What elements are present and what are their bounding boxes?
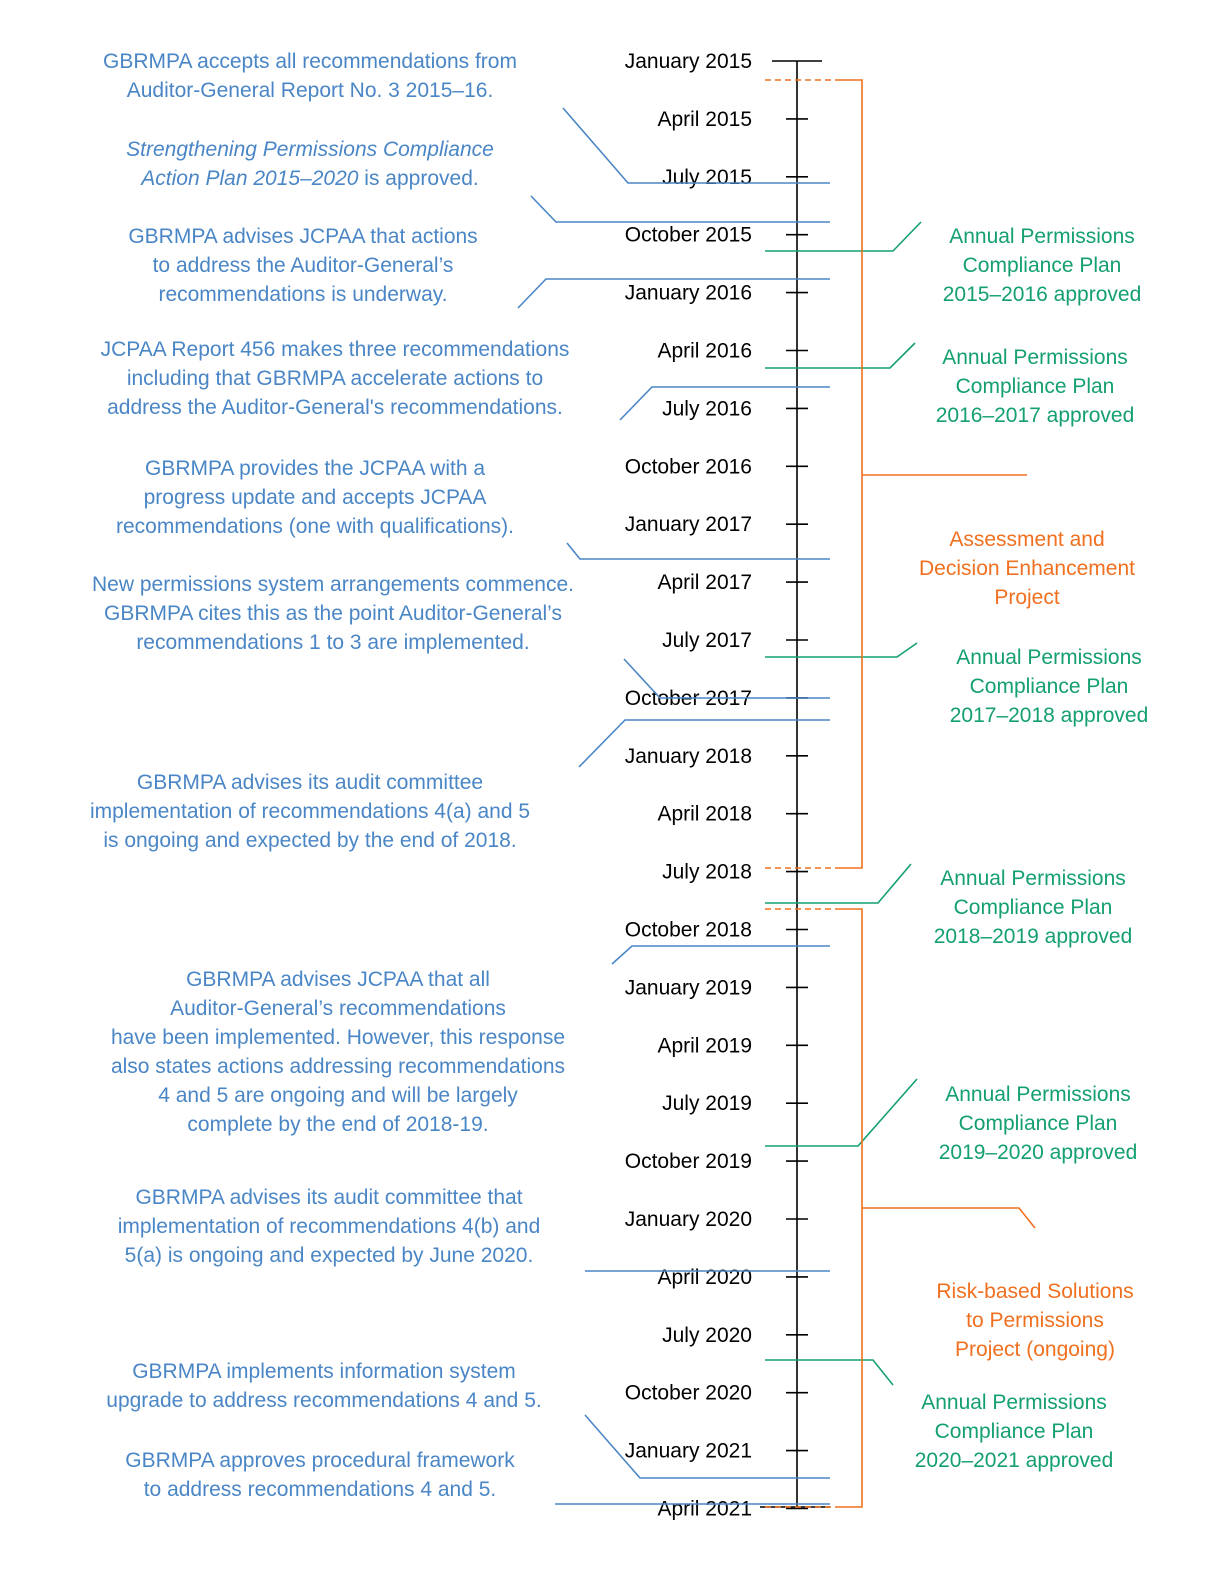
plan-text-line: Compliance Plan — [934, 1420, 1094, 1443]
plan-connector — [765, 222, 921, 251]
plan-text-line: Compliance Plan — [962, 254, 1122, 277]
plan-connector — [765, 343, 915, 368]
project-text-line: Project — [994, 586, 1060, 609]
date-label: April 2017 — [657, 571, 752, 595]
date-label: October 2017 — [624, 686, 752, 710]
date-label: January 2015 — [624, 50, 752, 73]
event-text-line: is ongoing and expected by the end of 2018. — [103, 829, 517, 852]
event-text-line: GBRMPA cites this as the point Auditor-General’s — [104, 602, 562, 625]
event-text-line: GBRMPA advises its audit committee — [136, 771, 484, 794]
plan-text-line: Compliance Plan — [953, 896, 1113, 919]
date-label: April 2021 — [657, 1497, 752, 1521]
event-text-line: including that GBRMPA accelerate actions to — [126, 367, 544, 390]
event-text-line: 4 and 5 are ongoing and will be largely — [158, 1084, 518, 1107]
plan-connector — [765, 864, 911, 903]
plan-text-line: Compliance Plan — [958, 1112, 1118, 1135]
event-text-line: implementation of recommendations 4(b) and — [117, 1215, 541, 1238]
date-label: July 2017 — [662, 629, 752, 652]
event-text-line: GBRMPA advises JCPAA that actions — [128, 225, 478, 248]
plan-text-line: 2020–2021 approved — [914, 1449, 1114, 1472]
project-text-line: to Permissions — [966, 1309, 1104, 1332]
event-text-line: to address the Auditor-General’s — [152, 254, 454, 277]
date-label: July 2016 — [662, 397, 752, 421]
date-label: October 2020 — [624, 1381, 752, 1405]
project-text-line: Project (ongoing) — [955, 1338, 1115, 1361]
event-text-line: recommendations (one with qualifications). — [115, 515, 515, 538]
plan-text-line: 2016–2017 approved — [935, 404, 1135, 427]
event-text-line: Auditor-General Report No. 3 2015–16. — [126, 79, 494, 102]
plan-text-line: 2015–2016 approved — [942, 283, 1142, 306]
plan-connector — [765, 1360, 893, 1385]
date-label: July 2015 — [662, 165, 752, 189]
date-label: October 2015 — [624, 223, 752, 247]
event-italic-title: Strengthening Permissions Compliance — [126, 138, 494, 161]
project-bracket — [835, 909, 862, 1507]
event-text-line: also states actions addressing recommendations — [110, 1055, 566, 1078]
plan-text-line: Annual Permissions — [942, 346, 1128, 369]
event-text-line: progress update and accepts JCPAA — [143, 486, 487, 509]
project-text-line: Risk-based Solutions — [936, 1280, 1134, 1303]
date-label: January 2017 — [624, 513, 752, 537]
date-label: January 2016 — [624, 281, 752, 305]
date-label: July 2018 — [662, 860, 752, 884]
event-text-line: recommendations is underway. — [158, 283, 448, 306]
event-text-line: Auditor-General’s recommendations — [170, 997, 506, 1020]
date-label: April 2019 — [657, 1034, 752, 1058]
project-text-line: Decision Enhancement — [919, 557, 1135, 580]
event-text-rest: is approved. — [358, 167, 479, 190]
plan-text-line: Compliance Plan — [969, 675, 1129, 698]
event-text-line — [139, 167, 478, 190]
plan-text-line: Annual Permissions — [921, 1391, 1107, 1414]
plan-text-line: Annual Permissions — [940, 867, 1126, 890]
event-text-line: GBRMPA advises its audit committee that — [135, 1186, 523, 1209]
event-text-line: complete by the end of 2018-19. — [187, 1113, 489, 1136]
event-text-line: New permissions system arrangements commence. — [92, 573, 574, 596]
plan-text-line: 2017–2018 approved — [949, 704, 1149, 727]
plan-text-line: Annual Permissions — [945, 1083, 1131, 1106]
event-connector — [567, 543, 830, 559]
date-label: January 2018 — [624, 744, 752, 768]
event-text-line: GBRMPA implements information system — [132, 1360, 516, 1383]
event-text-line: 5(a) is ongoing and expected by June 2020. — [124, 1244, 534, 1267]
date-label: October 2018 — [624, 918, 752, 942]
event-text-line: GBRMPA accepts all recommendations from — [103, 50, 517, 73]
event-text-line: upgrade to address recommendations 4 and 5. — [106, 1389, 542, 1412]
event-text-line: to address recommendations 4 and 5. — [143, 1478, 497, 1501]
plan-text-line: Compliance Plan — [955, 375, 1115, 398]
project-text-line: Assessment and — [949, 528, 1105, 551]
event-text-line: GBRMPA provides the JCPAA with a — [144, 457, 486, 480]
date-label: April 2018 — [657, 802, 752, 826]
date-label: April 2015 — [657, 107, 752, 131]
plan-connector — [765, 1079, 917, 1146]
date-label: April 2016 — [657, 339, 752, 363]
event-text-line: recommendations 1 to 3 are implemented. — [136, 631, 530, 654]
event-text-line: implementation of recommendations 4(a) and 5 — [89, 800, 531, 823]
event-italic-title: Action Plan 2015–2020 — [141, 167, 359, 190]
event-text-line: have been implemented. However, this response — [110, 1026, 566, 1049]
date-label: October 2019 — [624, 1150, 752, 1174]
plan-connector — [765, 643, 917, 657]
event-text-line: JCPAA Report 456 makes three recommendations — [100, 338, 570, 361]
plan-text-line: 2019–2020 approved — [938, 1141, 1138, 1164]
plan-text-line: Annual Permissions — [956, 646, 1142, 669]
plan-text-line: Annual Permissions — [949, 225, 1135, 248]
project-bracket — [835, 80, 862, 868]
date-label: April 2020 — [657, 1265, 752, 1289]
event-text-line: GBRMPA advises JCPAA that all — [186, 968, 490, 991]
event-text-line — [126, 138, 494, 161]
plan-text-line: 2018–2019 approved — [933, 925, 1133, 948]
date-label: July 2019 — [662, 1092, 752, 1116]
event-connector — [531, 196, 830, 222]
project-pointer — [862, 1208, 1035, 1228]
date-label: January 2019 — [624, 976, 752, 1000]
date-label: January 2021 — [624, 1439, 752, 1463]
event-text-line: address the Auditor-General's recommendations. — [107, 396, 563, 419]
date-label: January 2020 — [624, 1208, 752, 1231]
date-label: October 2016 — [624, 455, 752, 479]
event-text-line: GBRMPA approves procedural framework — [125, 1449, 515, 1472]
date-label: July 2020 — [662, 1323, 752, 1347]
